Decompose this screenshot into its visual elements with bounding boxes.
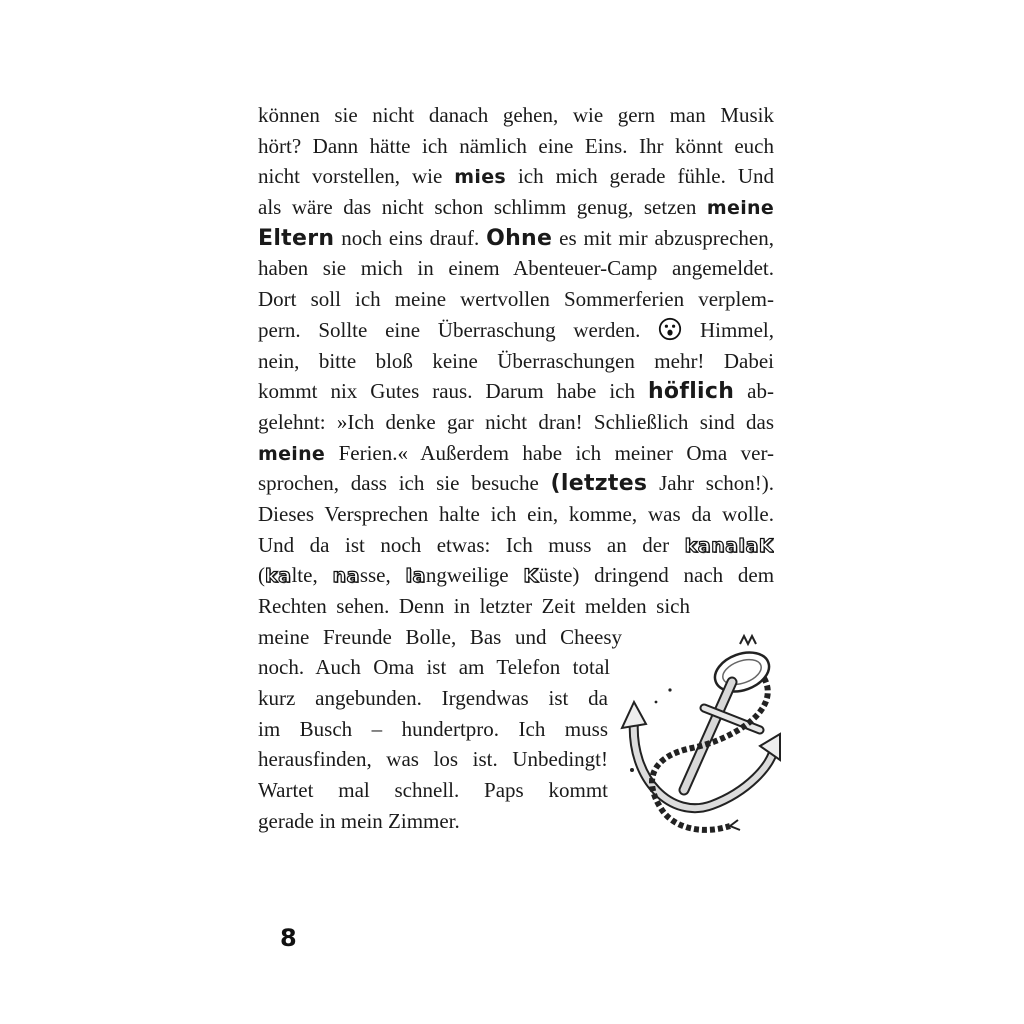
- text-line: sprochen, dass ich sie besuche (letztes Jahr schon!).: [258, 471, 774, 497]
- text-line: (kalte, nasse, langweilige Küste) dringend nach dem: [258, 563, 774, 588]
- text-line: können sie nicht danach gehen, wie gern man Musik: [258, 103, 774, 127]
- text-line: im Busch – hundertpro. Ich muss: [258, 716, 608, 741]
- anchor-icon: [612, 630, 782, 850]
- outlined-word: kanalaK: [684, 534, 774, 557]
- text-line: gelehnt: »Ich denke gar nicht dran! Schließlich sind das: [258, 409, 774, 434]
- text-line: Dieses Versprechen halte ich ein, komme, was da wolle.: [258, 501, 774, 526]
- text-line: Wartet mal schnell. Paps kommt: [258, 778, 608, 803]
- text-line: Dort soll ich meine wertvollen Sommerferien verplem-: [258, 287, 774, 312]
- outlined-letters: ka: [265, 565, 292, 588]
- text-line: nein, bitte bloß keine Überraschungen mehr! Dabei: [258, 348, 774, 373]
- emphasis-word: (letztes: [550, 471, 648, 497]
- text-line: Eltern noch eins drauf. Ohne es mit mir abzusprechen,: [258, 225, 774, 251]
- text-line: meine Ferien.« Außerdem habe ich meiner Oma ver-: [258, 440, 774, 465]
- text-line: Und da ist noch etwas: Ich muss an der kanalaK: [258, 532, 774, 557]
- text-line: pern. Sollte eine Überraschung werden. Himmel,: [258, 315, 774, 346]
- text-line: kommt nix Gutes raus. Darum habe ich höflich ab-: [258, 379, 774, 405]
- outlined-letters: la: [405, 565, 426, 588]
- text-line: hört? Dann hätte ich nämlich eine Eins. Ihr könnt euch: [258, 133, 774, 158]
- emphasis-word: meine: [258, 442, 326, 465]
- emphasis-word: meine: [706, 197, 774, 220]
- outlined-letters: K: [523, 565, 539, 588]
- surprised-face-icon: [658, 317, 682, 346]
- text-line: haben sie mich in einem Abenteuer-Camp angemeldet.: [258, 256, 774, 281]
- emphasis-word: Eltern: [258, 225, 335, 251]
- emphasis-word: Ohne: [486, 225, 553, 251]
- text-line: Rechten sehen. Denn in letzter Zeit melden sich: [258, 594, 690, 618]
- text-line: meine Freunde Bolle, Bas und Cheesy: [258, 624, 622, 649]
- text-line: noch. Auch Oma ist am Telefon total: [258, 655, 610, 680]
- text-line: kurz angebunden. Irgendwas ist da: [258, 686, 608, 711]
- text-line: herausfinden, was los ist. Unbedingt!: [258, 747, 608, 772]
- outlined-letters: na: [332, 565, 360, 588]
- text-line: als wäre das nicht schon schlimm genug, setzen meine: [258, 195, 774, 220]
- text-line: nicht vorstellen, wie mies ich mich gerade fühle. Und: [258, 164, 774, 189]
- emphasis-word: mies: [454, 166, 506, 189]
- text-line: gerade in mein Zimmer.: [258, 808, 460, 833]
- page-number: 8: [280, 924, 297, 952]
- emphasis-word: höflich: [647, 379, 735, 405]
